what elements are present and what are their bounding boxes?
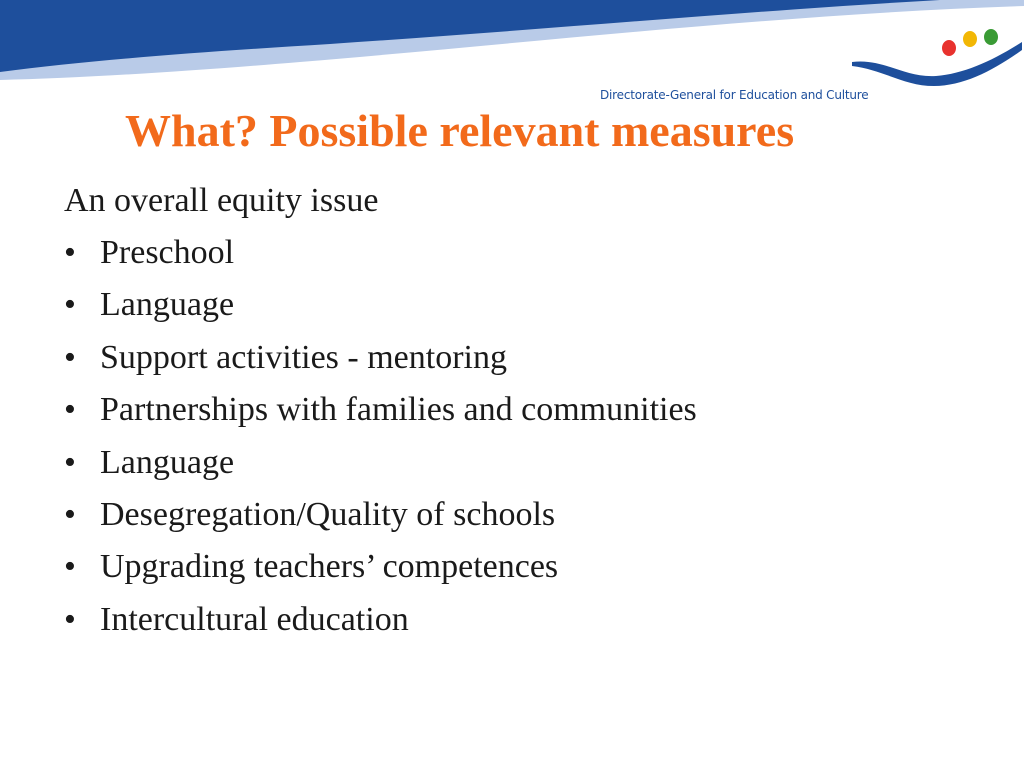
slide-content [64,178,964,649]
bullet-text: Partnerships with families and communities [100,391,697,429]
bullet-item-desegregation [64,492,964,544]
bullet-icon: • [64,286,76,324]
bullet-text: Intercultural education [100,600,409,638]
logo-red-dot-icon [942,40,956,56]
bullet-item-support-activities [64,335,964,387]
logo-yellow-dot-icon [963,31,977,47]
bullet-item-upgrading-teachers [64,544,964,596]
bullet-icon: • [64,495,76,533]
logo-swoosh-icon [852,42,1022,86]
intro-text: An overall equity issue [64,182,379,219]
bullet-text: Upgrading teachers’ competences [100,548,559,586]
bullet-item-preschool [64,230,964,282]
bullet-text: Support activities - mentoring [100,338,507,376]
eu-education-logo [844,20,1024,100]
logo-green-dot-icon [984,29,998,45]
bullet-text: Desegregation/Quality of schools [100,495,556,533]
bullet-text: Language [100,443,235,481]
bullet-item-partnerships [64,387,964,439]
bullet-icon: • [64,391,76,429]
bullet-icon: • [64,443,76,481]
bullet-icon: • [64,600,76,638]
bullet-item-language [64,282,964,334]
bullet-text: Preschool [100,234,235,271]
slide-title: What? Possible relevant measures [125,105,795,156]
bullet-icon: • [64,548,76,586]
organization-label: Directorate-General for Education and Culture [600,88,869,102]
bullet-list [64,230,964,649]
bullet-icon: • [64,234,76,271]
bullet-icon: • [64,338,76,376]
bullet-text: Language [100,286,235,324]
bullet-item-intercultural [64,597,964,649]
bullet-item-language-2 [64,440,964,492]
